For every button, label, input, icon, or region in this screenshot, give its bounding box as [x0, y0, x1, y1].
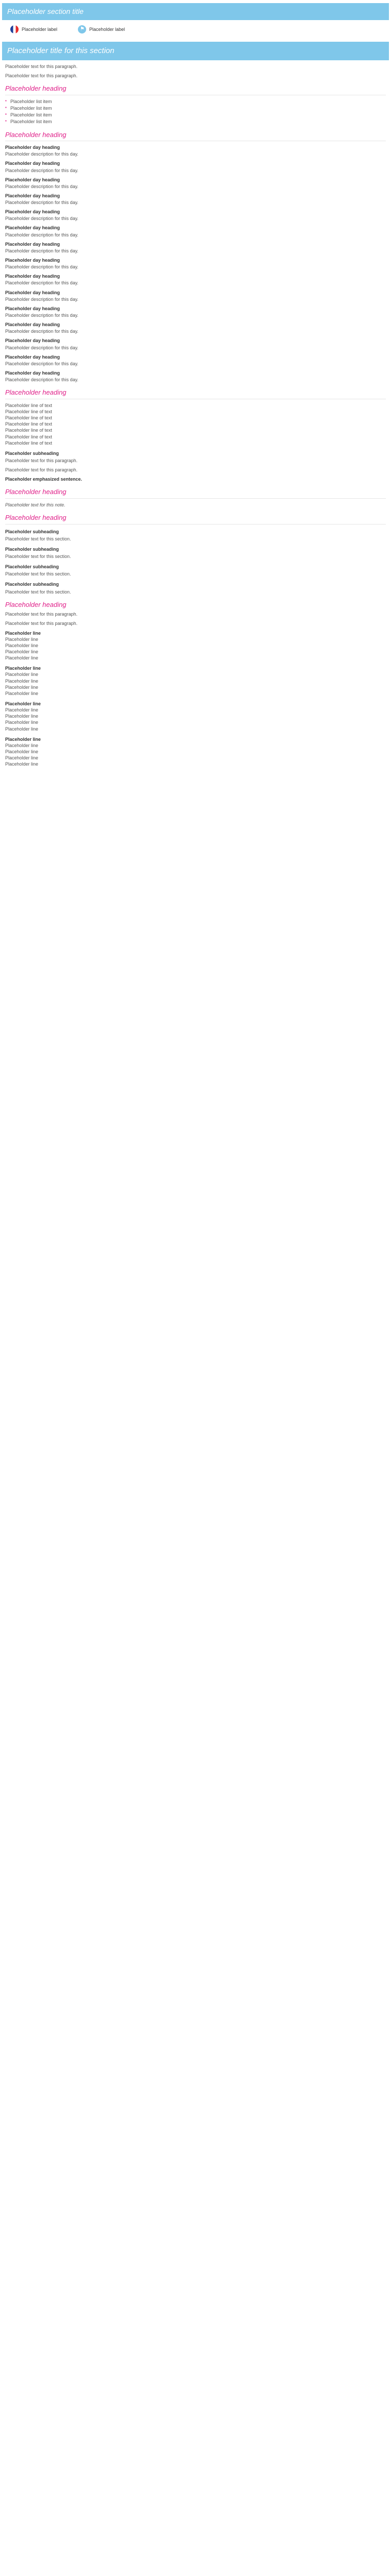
day-text: Placeholder description for this day.: [5, 377, 78, 383]
day-title: Placeholder day heading: [5, 274, 60, 279]
infos-subheading: Placeholder subheading: [5, 546, 59, 552]
infos-section: [5, 564, 386, 577]
day-title: Placeholder day heading: [5, 354, 60, 360]
emphasis-phrase: Placeholder emphasized sentence.: [5, 477, 83, 482]
day-title: Placeholder day heading: [5, 370, 60, 376]
hebergement-line: Placeholder line of text: [5, 428, 53, 433]
flight-line: Placeholder line: [5, 761, 39, 767]
day-text: Placeholder description for this day.: [5, 232, 78, 238]
day-title: Placeholder day heading: [5, 209, 60, 215]
day-text: Placeholder description for this day.: [5, 313, 78, 318]
flight-line: Placeholder line: [5, 678, 39, 684]
day-text: Placeholder description for this day.: [5, 151, 78, 157]
plus-item: ▪ Placeholder list item: [5, 105, 386, 111]
services-row: [2, 20, 389, 39]
infos-subheading: Placeholder subheading: [5, 582, 59, 587]
day-item: [5, 273, 386, 286]
flight-line: Placeholder line: [5, 649, 39, 654]
day-title: Placeholder day heading: [5, 290, 60, 295]
day-item: [5, 257, 386, 270]
day-text: Placeholder description for this day.: [5, 167, 78, 173]
hebergement-line: Placeholder line of text: [5, 440, 53, 446]
day-title: Placeholder day heading: [5, 145, 60, 150]
day-text: Placeholder description for this day.: [5, 329, 78, 334]
day-title: Placeholder day heading: [5, 322, 60, 328]
page: [0, 3, 391, 2576]
day-title: Placeholder day heading: [5, 258, 60, 263]
intro-paragraph: Placeholder text for this paragraph.: [5, 73, 78, 79]
flight-block: [5, 665, 386, 697]
day-item: [5, 177, 386, 190]
intro-paragraph: Placeholder text for this paragraph.: [5, 64, 78, 70]
infos-text: Placeholder text for this section.: [5, 536, 71, 541]
day-title: Placeholder day heading: [5, 241, 60, 247]
service-label: Placeholder label: [22, 26, 58, 32]
flight-line: Placeholder line: [5, 742, 39, 748]
hebergement-line: Placeholder line of text: [5, 402, 53, 408]
day-text: Placeholder description for this day.: [5, 296, 78, 302]
flight-block: [5, 630, 386, 662]
infos-text: Placeholder text for this section.: [5, 554, 71, 560]
day-text: Placeholder description for this day.: [5, 280, 78, 286]
infos-subheading: Placeholder subheading: [5, 564, 59, 570]
day-item: [5, 337, 386, 350]
infos-section: [5, 546, 386, 560]
day-title: Placeholder day heading: [5, 161, 60, 166]
flight-line: Placeholder line: [5, 714, 39, 719]
hebergement-line: Placeholder line of text: [5, 415, 53, 421]
service-item: [78, 25, 125, 33]
day-title: Placeholder day heading: [5, 193, 60, 198]
bon-a-savoir-heading: Placeholder heading: [5, 487, 386, 499]
hebergement-line: Placeholder line of text: [5, 434, 53, 439]
vols-intro: Placeholder text for this paragraph.: [5, 612, 78, 617]
flight-line: Placeholder line: [5, 684, 39, 690]
plus-item: ▪ Placeholder list item: [5, 112, 386, 118]
hebergement-line: Placeholder line of text: [5, 409, 53, 414]
classification-paragraph: Placeholder text for this paragraph.: [5, 457, 78, 463]
flight-block-title: Placeholder line: [5, 701, 41, 706]
day-text: Placeholder description for this day.: [5, 361, 78, 366]
day-item: [5, 354, 386, 367]
day-text: Placeholder description for this day.: [5, 216, 78, 222]
day-item: [5, 160, 386, 173]
hebergement-line: Placeholder line of text: [5, 421, 53, 427]
vols-intro: Placeholder text for this paragraph.: [5, 621, 78, 626]
day-text: Placeholder description for this day.: [5, 183, 78, 189]
day-item: [5, 144, 386, 157]
flight-block: [5, 701, 386, 732]
day-item: [5, 306, 386, 318]
day-item: [5, 321, 386, 334]
flight-block-title: Placeholder line: [5, 630, 41, 636]
bon-a-savoir-text: Placeholder text for this note.: [5, 502, 66, 507]
guided-icon: [78, 25, 86, 33]
flight-line: Placeholder line: [5, 642, 39, 648]
circuit-heading: Placeholder heading: [5, 130, 386, 142]
flight-line: Placeholder line: [5, 707, 39, 713]
day-text: Placeholder description for this day.: [5, 264, 78, 270]
itinerary: [5, 144, 386, 383]
day-text: Placeholder description for this day.: [5, 345, 78, 350]
infos-text: Placeholder text for this section.: [5, 571, 71, 577]
classification-paragraph: Placeholder text for this paragraph.: [5, 467, 78, 473]
flight-line: Placeholder line: [5, 720, 39, 725]
vols-heading: Placeholder heading: [5, 600, 67, 608]
day-text: Placeholder description for this day.: [5, 200, 78, 206]
plus-item: ▪ Placeholder list item: [5, 118, 386, 125]
flight-line: Placeholder line: [5, 672, 39, 677]
flight-block-title: Placeholder line: [5, 736, 41, 742]
infos-section: [5, 581, 386, 595]
day-title: Placeholder day heading: [5, 177, 60, 182]
flight-line: Placeholder line: [5, 726, 39, 732]
hebergement-list: [5, 402, 386, 446]
day-item: [5, 290, 386, 302]
day-item: [5, 193, 386, 206]
flight-line: Placeholder line: [5, 749, 39, 754]
flight-line: Placeholder line: [5, 636, 39, 642]
plus-item: ▪ Placeholder list item: [5, 98, 386, 105]
day-item: [5, 370, 386, 383]
day-title: Placeholder day heading: [5, 306, 60, 311]
flight-block-title: Placeholder line: [5, 666, 41, 671]
classification-heading: Placeholder subheading: [5, 450, 59, 456]
flag-icon: [10, 25, 19, 33]
flight-line: Placeholder line: [5, 655, 39, 661]
hebergement-heading: Placeholder heading: [5, 388, 386, 399]
day-title: Placeholder day heading: [5, 338, 60, 344]
service-label: Placeholder label: [89, 26, 125, 32]
day-item: [5, 241, 386, 254]
flight-block: [5, 736, 386, 768]
description-body: [2, 60, 389, 774]
plus-list: [5, 98, 386, 125]
day-item: [5, 225, 386, 238]
services-header: Placeholder section title: [2, 3, 389, 20]
infos-heading: Placeholder heading: [5, 513, 386, 524]
infos-section: [5, 529, 386, 542]
day-title: Placeholder day heading: [5, 225, 60, 231]
description-header: Placeholder title for this section: [2, 42, 389, 60]
day-text: Placeholder description for this day.: [5, 248, 78, 253]
flight-line: Placeholder line: [5, 755, 39, 761]
service-item: [10, 25, 57, 33]
day-item: [5, 209, 386, 222]
flight-line: Placeholder line: [5, 690, 39, 696]
infos-subheading: Placeholder subheading: [5, 529, 59, 534]
infos-text: Placeholder text for this section.: [5, 589, 71, 595]
plus-heading: Placeholder heading: [5, 84, 386, 95]
